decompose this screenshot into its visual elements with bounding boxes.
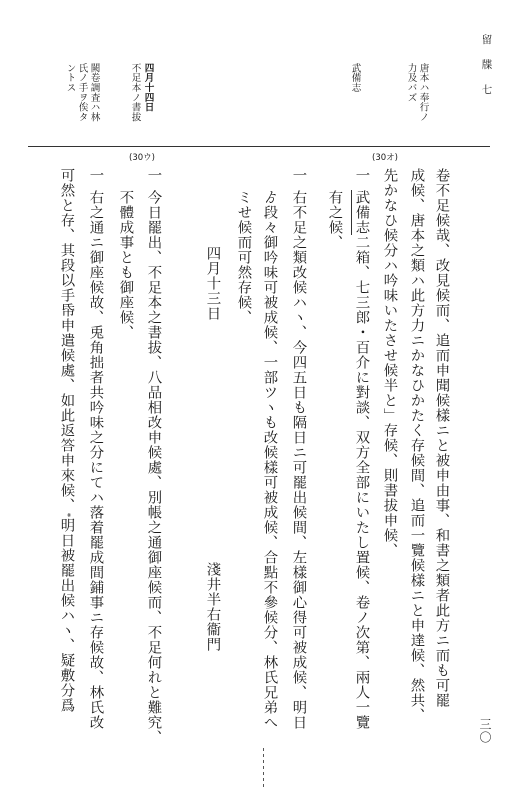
folio-mark-verso: (30ウ) [129,153,155,163]
item-mark: 一 [353,168,370,183]
text-line-5: 有之候、 [326,190,343,250]
signature: 淺井半右衞門 [204,562,221,652]
text-line-12: 右之通ニ御座候故、兎角拙者共吟味之分にてハ落着罷成間鋪事ニ存候故、林氏改 [87,190,104,730]
margin-note-date: 四月十四日 [142,63,154,112]
text-line-13-a: 可然と存、其段以手帋申遣候處、如此返答申來候、 [58,168,75,513]
header-rule [28,146,490,147]
text-line-11: 不體成事とも御座候、 [117,190,134,340]
text-line-10: 今日罷出、不足本之書拔、八品相改申候處、別帳之通御座候而、不足何れと難究、 [145,190,162,745]
text-line-7: ゟ段々御吟味可被成候、一部ツヽも改候樣可被成候、合點不參候分、林氏兄弟へ [261,190,278,730]
running-title: 留 牒 七 [480,34,493,97]
folio-mark-recto: (30オ) [372,153,398,163]
page-number: 三〇 [478,718,492,744]
margin-note-hayashi-2: 氏ノ手ヲ俟タ [76,63,88,122]
margin-note-bubishi: 武備志 [349,63,361,93]
margin-note-hayashi-1: 闕卷調査ハ林 [88,63,100,122]
text-line-4 [354,190,368,730]
text-line-13 [59,168,73,713]
text-line-13-b: 明日被罷出候ハヽ、疑敷分爲 [58,517,75,713]
item-mark: 一 [87,168,104,183]
margin-note-hayashi-3: ントス [64,63,76,93]
date-line: 四月十三日 [204,246,221,321]
text-line-2: 成候、唐本之類ハ此方力ニかなひかたく存候間、追而一覽候樣ニと申達候、然共、 [408,168,425,723]
text-line-3: 先かなひ候分ハ吟味いたさせ候半と」存候、則書拔申候、 [381,168,398,558]
text-line-4-rest: 二箱、七三郎・百介に對談、双方全部にいたし置候、卷ノ次第、兩人一覽 [353,235,370,730]
item-mark: 一 [145,168,162,183]
item-mark: 一 [290,168,307,183]
text-line-8: ミせ候而可然存候、 [235,190,252,325]
text-line-1: 卷不足候哉、改見候而、追而申聞候樣ニと被申由事、和書之類者此方ニ而も可罷 [433,168,450,708]
underlined-title: 武備志 [353,190,370,235]
text-line-6: 右不足之類改候ハヽ、今四五日も隔日ニ可罷出候間、左樣御心得可被成候、明日 [290,190,307,730]
gutter-line [263,748,264,788]
margin-note-tangbook-1: 唐本ハ奉行ノ [417,63,429,122]
margin-note-tangbook-2: 力及バズ [405,63,417,103]
asterisk-mark: * [62,513,72,518]
margin-note-missing-books: 不足本ノ書拔 [129,63,141,122]
